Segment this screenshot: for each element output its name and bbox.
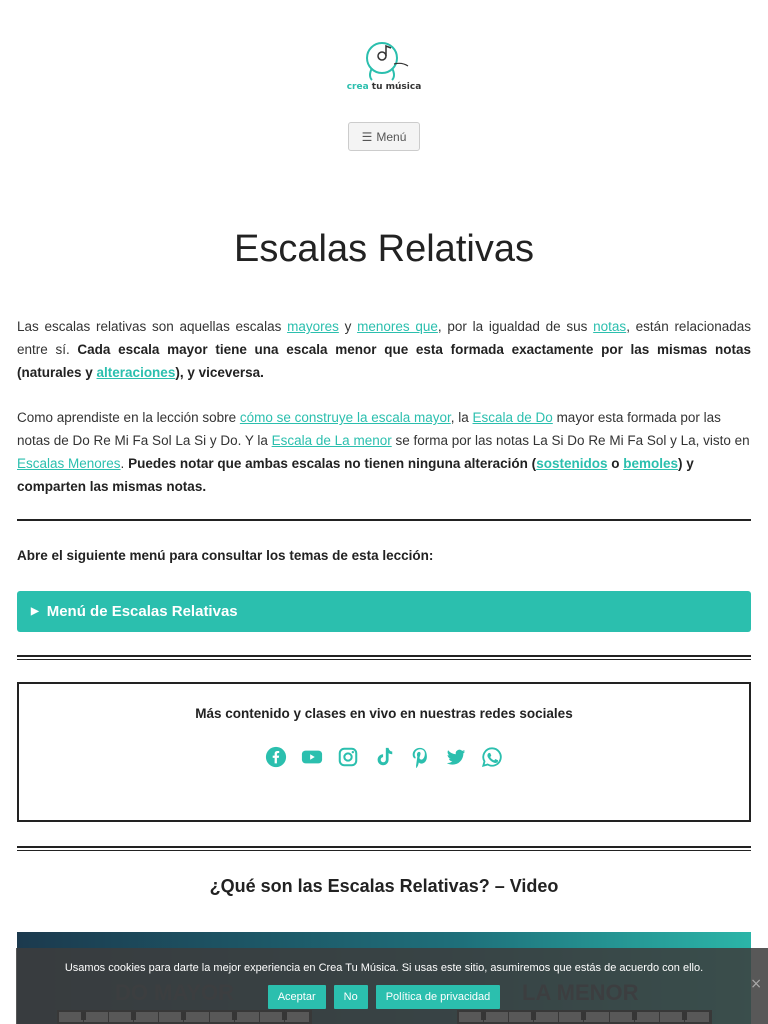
cookie-buttons [16,985,752,1009]
privacy-policy-button[interactable]: Política de privacidad [376,985,501,1009]
menu-button[interactable] [348,122,420,151]
link-sostenidos[interactable]: sostenidos [536,456,608,471]
instagram-icon[interactable] [337,746,359,768]
link-escala-do[interactable]: Escala de Do [472,410,553,425]
intro-paragraph-2: Como aprendiste en la lección sobre cómo se construye la escala mayor, la Escala de Do mayor esta formada por las notas de Do Re Mi Fa Sol La Si y Do. Y la Escala de La menor se forma por las notas La Si Do Re Mi Fa Sol y La, visto en Escalas Menores. Puedes notar que ambas escalas no tienen ninguna alteración (sostenidos o bemoles) y comparten las mismas notas. [17,410,750,494]
link-construye-escala-mayor[interactable]: cómo se construye la escala mayor [239,410,451,425]
link-menores[interactable]: menores que [357,319,438,334]
video-heading: ¿Qué son las Escalas Relativas? – Video [209,876,559,896]
divider [17,655,751,657]
menu-button-label: Menú [376,129,407,144]
divider [17,519,751,521]
link-escalas-menores[interactable]: Escalas Menores [17,456,121,471]
divider [17,659,751,660]
page-title: Escalas Relativas [234,228,534,270]
accordion-label: Menú de Escalas Relativas [46,603,238,620]
pinterest-icon[interactable] [409,746,431,768]
site-logo[interactable] [338,38,430,98]
social-title: Más contenido y clases en vivo en nuestras redes sociales [195,706,573,721]
twitter-icon[interactable] [445,746,467,768]
divider [17,846,751,848]
youtube-icon[interactable] [301,746,323,768]
logo-text: crea tu música [346,82,422,92]
link-mayores[interactable]: mayores [287,319,339,334]
link-escala-la-menor[interactable]: Escala de La menor [271,433,392,448]
intro-paragraph-1: Las escalas relativas son aquellas escalas mayores y menores que, por la igualdad de sus notas, están relacionadas entre sí. Cada escala mayor tiene una escala menor que esta formada exactamente por las mismas notas (naturales y alteraciones), y viceversa. [17,319,751,380]
social-icons [19,746,749,768]
divider [17,850,751,851]
link-notas[interactable]: notas [593,319,627,334]
cookie-banner [16,948,768,1024]
link-bemoles[interactable]: bemoles [623,456,678,471]
cookie-no-button[interactable]: No [334,985,368,1009]
cookie-text: Usamos cookies para darte la mejor experiencia en Crea Tu Música. Si usas este sitio, asumiremos que estás de acuerdo con ello. [64,962,704,974]
tiktok-icon[interactable] [373,746,395,768]
link-alteraciones[interactable]: alteraciones [96,365,176,380]
site-header [0,0,768,160]
triangle-right-icon: ▶ [31,606,39,617]
facebook-icon[interactable] [265,746,287,768]
logo-head-icon [358,38,410,82]
close-icon[interactable]: × [750,976,762,992]
toc-label: Abre el siguiente menú para consultar los temas de esta lección: [17,548,434,563]
whatsapp-icon[interactable] [481,746,503,768]
lesson-menu-accordion[interactable] [17,591,751,632]
social-box [17,682,751,822]
cookie-accept-button[interactable]: Aceptar [268,985,326,1009]
hamburger-icon: ☰ [361,129,373,144]
